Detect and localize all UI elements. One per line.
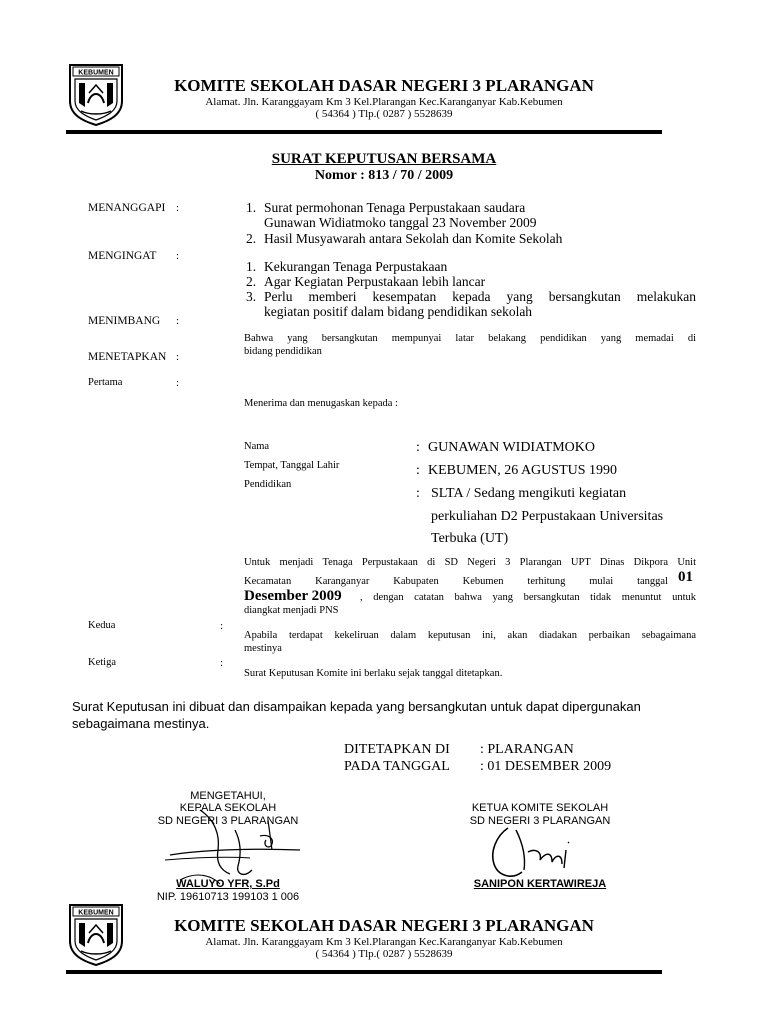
field-nama-colon: : (416, 440, 420, 455)
sign-right-line1: KETUA KOMITE SEKOLAH (471, 802, 609, 814)
field-pendidikan-colon: : (416, 486, 420, 501)
mengingat-item-1-line1: Kekurangan Tenaga Perpustakaan (264, 259, 448, 274)
field-ttl-label: Tempat, Tanggal Lahir (244, 460, 340, 471)
sign-left-line1: MENGETAHUI, (190, 790, 266, 802)
kedua-line1: Apabila terdapat kekeliruan dalam keputusan ini, akan diadakan perbaikan sebagaimana (244, 630, 696, 641)
kedua-colon: : (220, 620, 224, 632)
logo-text: KEBUMEN (78, 69, 114, 77)
principal-name: WALUYO YFR, S.Pd (176, 878, 280, 890)
principal-signature (160, 800, 310, 890)
header-title: KOMITE SEKOLAH DASAR NEGERI 3 PLARANGAN (174, 76, 594, 95)
document-number: Nomor : 813 / 70 / 2009 (314, 168, 454, 183)
ketiga-colon: : (220, 657, 224, 669)
field-pendidikan-label: Pendidikan (244, 479, 292, 490)
mengingat-item-3-line1: Perlu memberi kesempatan kepada yang bersangkutan melakukan (264, 289, 696, 304)
menanggapi-colon: : (176, 202, 180, 214)
document-title: SURAT KEPUTUSAN BERSAMA (271, 151, 497, 167)
menanggapi-item-1-line1: Surat permohonan Tenaga Perpustakaan saudara (264, 200, 526, 215)
field-ttl-colon: : (416, 463, 420, 478)
pada-tanggal-value: : 01 DESEMBER 2009 (480, 759, 612, 774)
mengingat-colon: : (176, 250, 180, 262)
pertama-para-line2: Kecamatan Karanganyar Kabupaten Kebumen terhitung mulai tanggal (244, 576, 668, 587)
menetapkan-label: MENETAPKAN (88, 351, 167, 363)
menanggapi-item-2-num: 2. (246, 231, 257, 246)
header-address: Alamat. Jln. Karanggayam Km 3 Kel.Plarangan Kec.Karanganyar Kab.Kebumen (205, 96, 563, 108)
sign-left-line3: SD NEGERI 3 PLARANGAN (157, 815, 299, 827)
pertama-intro: Menerima dan menugaskan kepada : (244, 398, 398, 409)
ketiga-text: Surat Keputusan Komite ini berlaku sejak tanggal ditetapkan. (244, 668, 503, 679)
start-date-rest: Desember 2009 (244, 588, 342, 604)
menanggapi-item-2-line1: Hasil Musyawarah antara Sekolah dan Komite Sekolah (264, 231, 563, 246)
field-pendidikan-value-line2: perkuliahan D2 Perpustakaan Universitas (431, 509, 664, 524)
principal-nip: NIP. 19610713 199103 1 006 (156, 891, 300, 903)
ditetapkan-di-label: DITETAPKAN DI (344, 742, 450, 757)
mengingat-item-3-num: 3. (246, 289, 257, 304)
field-nama-label: Nama (244, 441, 270, 452)
mengingat-item-2-line1: Agar Kegiatan Perpustakaan lebih lancar (264, 274, 486, 289)
header-phone: ( 54364 ) Tlp.( 0287 ) 5528639 (315, 108, 453, 120)
committee-chair-name: SANIPON KERTAWIREJA (473, 878, 607, 890)
closing-line1: Surat Keputusan ini dibuat dan disampaikan kepada yang bersangkutan untuk dapat dipergunakan (72, 699, 641, 714)
mengingat-item-1-num: 1. (246, 259, 257, 274)
pertama-para-line4: diangkat menjadi PNS (244, 605, 339, 616)
kedua-line2: mestinya (244, 643, 282, 654)
footer-phone: ( 54364 ) Tlp.( 0287 ) 5528639 (315, 948, 453, 960)
menimbang-colon: : (176, 315, 180, 327)
menimbang-line1: Bahwa yang bersangkutan mempunyai latar belakang pendidikan yang memadai di (244, 333, 696, 344)
field-pendidikan-value-line3: Terbuka (UT) (431, 531, 509, 546)
footer-address: Alamat. Jln. Karanggayam Km 3 Kel.Plarangan Kec.Karanganyar Kab.Kebumen (205, 936, 563, 948)
ditetapkan-di-value: : PLARANGAN (480, 742, 574, 757)
pertama-para-line1: Untuk menjadi Tenaga Perpustakaan di SD Negeri 3 Plarangan UPT Dinas Dikpora Unit (244, 557, 696, 568)
sign-left-line2: KEPALA SEKOLAH (179, 802, 277, 814)
pertama-colon: : (176, 377, 180, 389)
closing-line2: sebagaimana mestinya. (72, 716, 210, 731)
menetapkan-colon: : (176, 351, 180, 363)
field-ttl-value: KEBUMEN, 26 AGUSTUS 1990 (428, 463, 618, 478)
footer-kebumen-crest-logo (67, 903, 125, 967)
pertama-para-line3: , dengan catatan bahwa yang bersangkutan tidak menuntut untuk (360, 592, 696, 603)
mengingat-item-2-num: 2. (246, 274, 257, 289)
field-pendidikan-value-line1: SLTA / Sedang mengikuti kegiatan (431, 486, 627, 501)
mengingat-item-3-line2: kegiatan positif dalam bidang pendidikan sekolah (264, 304, 533, 319)
footer-title: KOMITE SEKOLAH DASAR NEGERI 3 PLARANGAN (174, 916, 594, 935)
menimbang-label: MENIMBANG (88, 315, 161, 327)
sign-right-line2: SD NEGERI 3 PLARANGAN (469, 815, 611, 827)
pertama-label: Pertama (88, 377, 123, 388)
menimbang-line2: bidang pendidikan (244, 346, 322, 357)
footer-divider (66, 970, 662, 974)
menanggapi-label: MENANGGAPI (88, 202, 166, 214)
menanggapi-item-1-line2: Gunawan Widiatmoko tanggal 23 November 2009 (264, 215, 537, 230)
kebumen-crest-logo (67, 63, 125, 127)
footer-logo-text: KEBUMEN (78, 909, 114, 917)
mengingat-label: MENGINGAT (88, 250, 157, 262)
field-nama-value: GUNAWAN WIDIATMOKO (428, 440, 595, 455)
header-divider (66, 130, 662, 134)
start-date-day: 01 (678, 569, 693, 585)
pada-tanggal-label: PADA TANGGAL (344, 759, 450, 774)
kedua-label: Kedua (88, 620, 116, 631)
ketiga-label: Ketiga (88, 657, 116, 668)
menanggapi-item-1-num: 1. (246, 200, 257, 215)
